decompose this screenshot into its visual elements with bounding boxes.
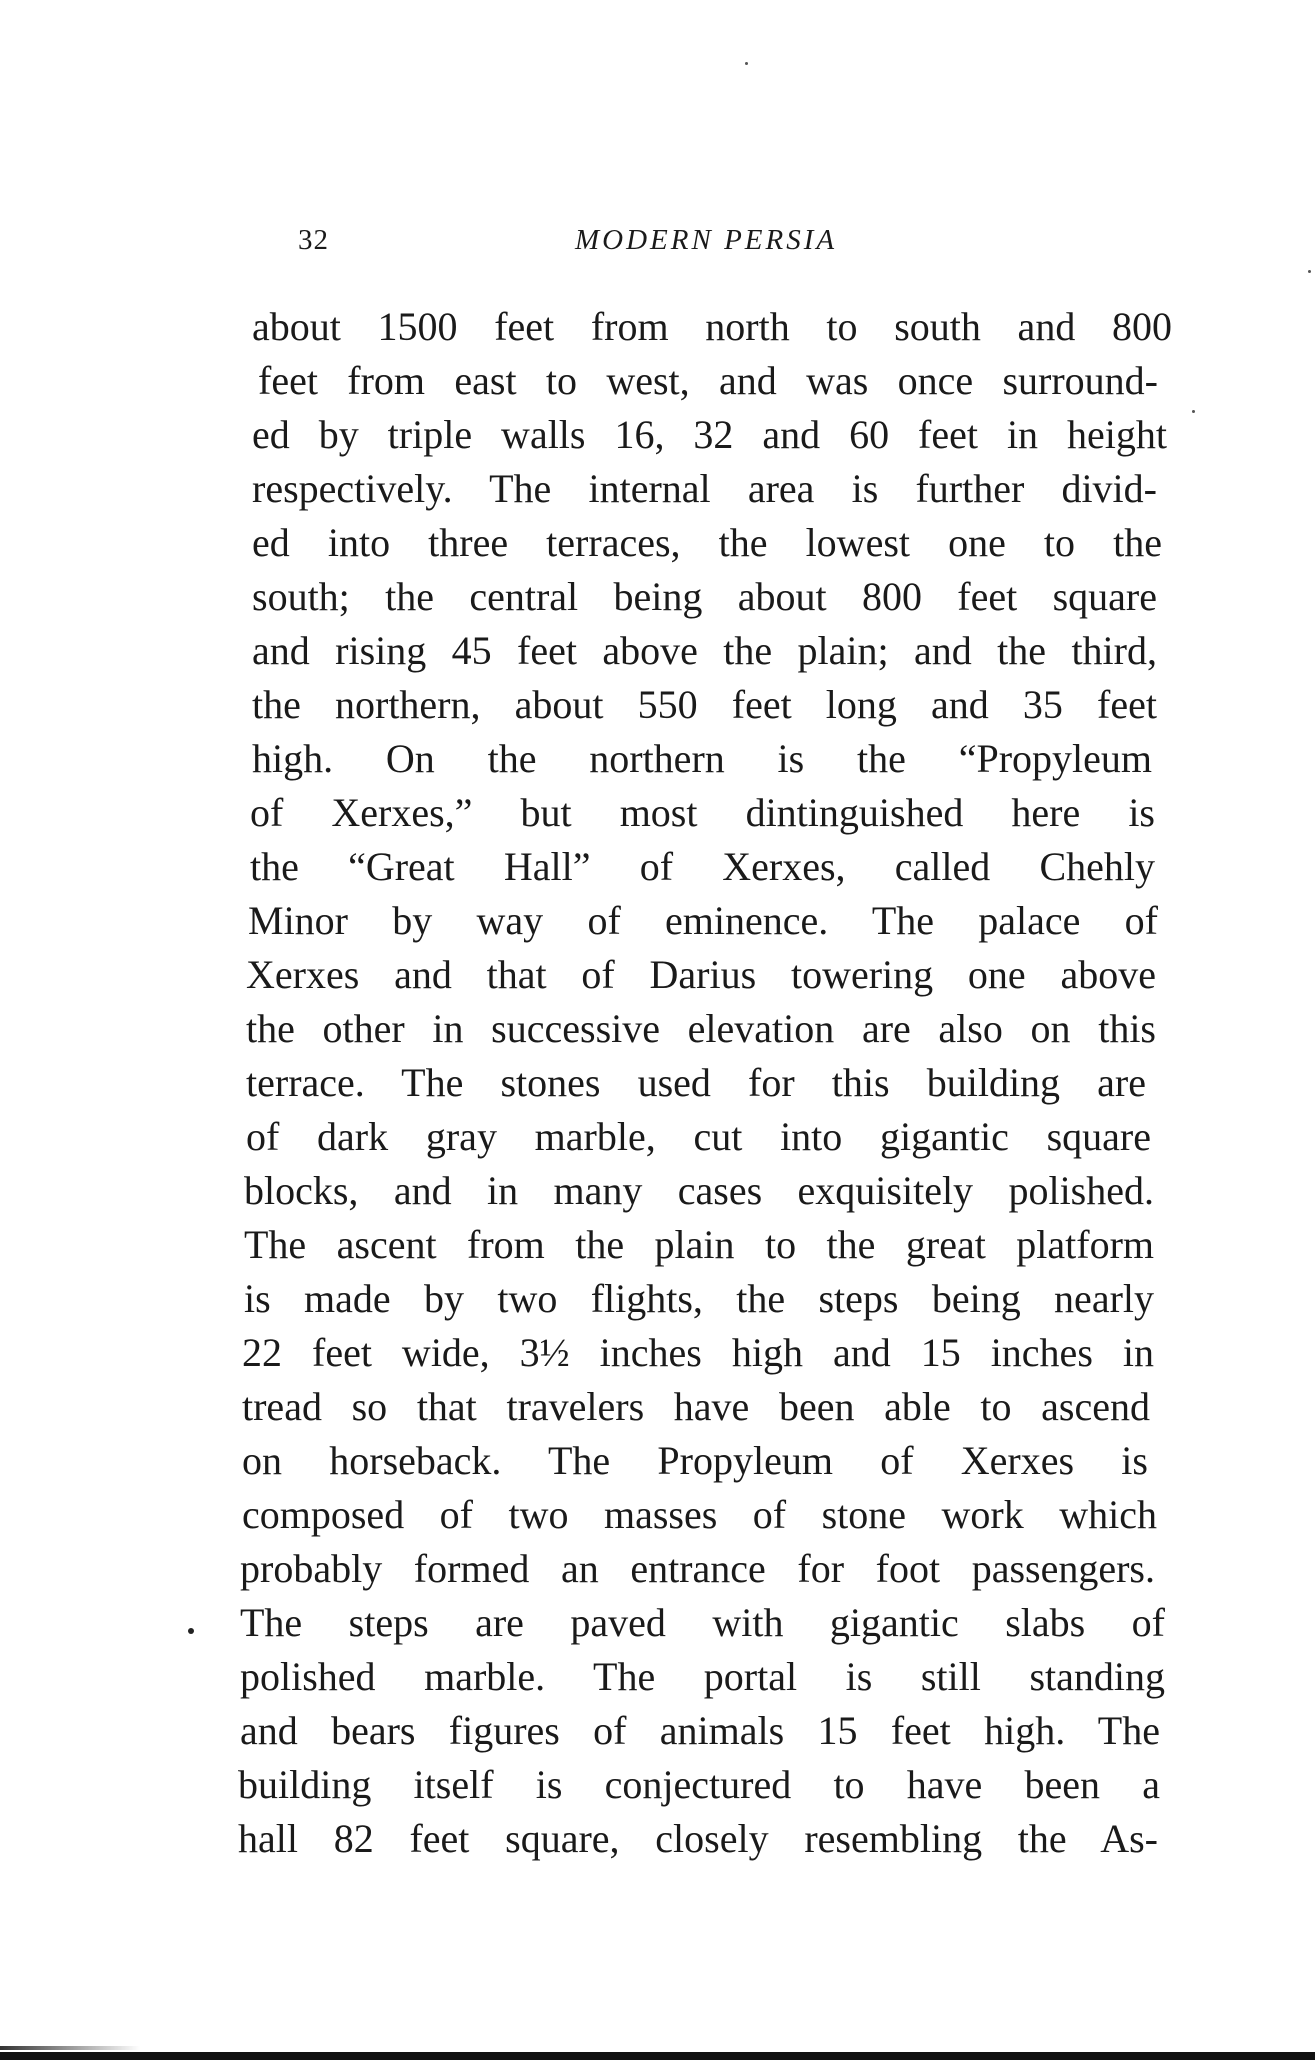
margin-mark — [188, 1628, 194, 1634]
text-line: Xerxes and that of Darius towering one above — [246, 952, 1156, 997]
text-line: feet from east to west, and was once surround- — [258, 358, 1158, 403]
text-line: high. On the northern is the “Propyleum — [252, 736, 1152, 781]
running-title: MODERN PERSIA — [575, 224, 838, 256]
text-line: The ascent from the plain to the great platform — [244, 1222, 1154, 1267]
text-line: the northern, about 550 feet long and 35 feet — [252, 682, 1157, 727]
page-number: 32 — [298, 224, 329, 256]
text-line: and bears figures of animals 15 feet high. The — [240, 1708, 1160, 1753]
text-line: the other in successive elevation are also on this — [246, 1006, 1156, 1051]
text-line: is made by two flights, the steps being nearly — [244, 1276, 1154, 1321]
text-line: The steps are paved with gigantic slabs of — [240, 1600, 1165, 1645]
text-line: blocks, and in many cases exquisitely polished. — [244, 1168, 1154, 1213]
text-line: of Xerxes,” but most dintinguished here is — [250, 790, 1155, 835]
text-line: on horseback. The Propyleum of Xerxes is — [242, 1438, 1148, 1483]
text-line: 22 feet wide, 3½ inches high and 15 inches in — [242, 1330, 1154, 1375]
text-line: ed into three terraces, the lowest one to the — [252, 520, 1162, 565]
text-line: hall 82 feet square, closely resembling the As- — [238, 1816, 1158, 1861]
paper-speck — [745, 62, 748, 65]
page-bottom-edge — [0, 2052, 1315, 2060]
text-line: Minor by way of eminence. The palace of — [248, 898, 1158, 943]
text-line: probably formed an entrance for foot passengers. — [240, 1546, 1155, 1591]
text-line: and rising 45 feet above the plain; and the third, — [252, 628, 1157, 673]
text-line: polished marble. The portal is still standing — [240, 1654, 1165, 1699]
paper-speck — [1192, 410, 1195, 413]
text-line: the “Great Hall” of Xerxes, called Chehly — [250, 844, 1155, 889]
text-line: building itself is conjectured to have been a — [238, 1762, 1160, 1807]
text-line: south; the central being about 800 feet square — [252, 574, 1157, 619]
body-text — [238, 300, 1172, 1866]
text-line: composed of two masses of stone work which — [242, 1492, 1157, 1537]
page-edge-shadow — [0, 2046, 140, 2050]
text-line: terrace. The stones used for this building are — [246, 1060, 1146, 1105]
text-line: respectively. The internal area is further divid- — [252, 466, 1157, 511]
text-line: of dark gray marble, cut into gigantic square — [246, 1114, 1151, 1159]
text-line: ed by triple walls 16, 32 and 60 feet in height — [252, 412, 1167, 457]
text-line: about 1500 feet from north to south and 800 — [252, 304, 1172, 349]
paper-speck — [1308, 270, 1311, 273]
text-line: tread so that travelers have been able to ascend — [242, 1384, 1150, 1429]
